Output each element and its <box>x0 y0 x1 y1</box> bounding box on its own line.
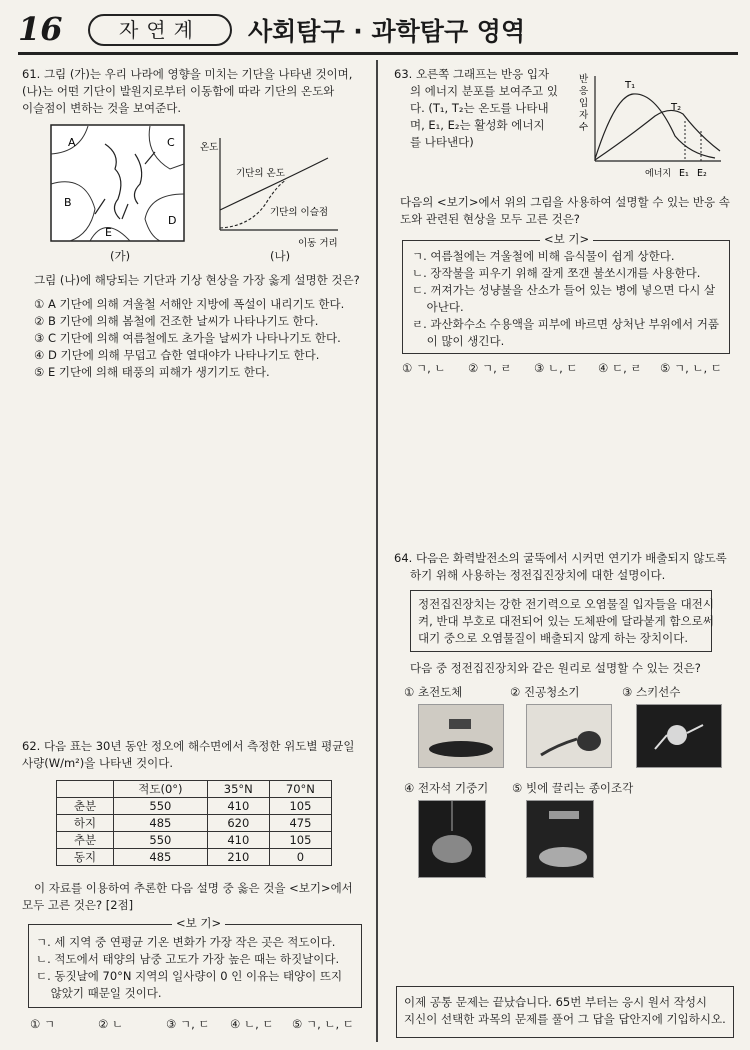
table-row <box>57 849 332 866</box>
q63-line-3: 다. (T₁, T₂는 온도를 나타내 <box>410 101 549 115</box>
footer-line-2: 지신이 선택한 과목의 문제를 풀어 그 답을 답안지에 기입하시오. <box>404 1012 726 1026</box>
airmass-temperature-graph <box>198 130 348 250</box>
table-row <box>57 798 332 815</box>
comb-paper-photo <box>526 800 594 878</box>
table-cell: 485 <box>114 815 208 832</box>
q63-choice-3[interactable]: ③ ㄴ, ㄷ <box>534 361 578 375</box>
ylabel-char: 반 <box>579 74 589 85</box>
table-cell: 동지 <box>57 849 114 866</box>
table-cell: 410 <box>207 832 269 849</box>
q61-choice-4[interactable]: ④ D 기단에 의해 무덥고 습한 열대야가 나타나기도 한다. <box>34 348 320 362</box>
q62-bogi-1: ㄱ. 세 지역 중 연평균 기온 변화가 가장 작은 곳은 적도이다. <box>36 935 336 949</box>
table-cell: 550 <box>114 832 208 849</box>
q63-bogi-3: ㄷ. 꺼져가는 성냥불을 산소가 들어 있는 병에 넣으면 다시 살 <box>412 283 716 297</box>
q62-bogi-2: ㄴ. 적도에서 태양의 남중 고도가 가장 높은 때는 하짓날이다. <box>36 952 340 966</box>
q63-choice-4[interactable]: ④ ㄷ, ㄹ <box>598 361 642 375</box>
q64-choice-1[interactable]: ① 초전도체 <box>404 685 463 699</box>
q63-line-5: 를 나타낸다) <box>410 135 474 149</box>
ylabel-char: 자 <box>579 110 589 121</box>
curve-dewpoint-label: 기단의 이슬점 <box>270 207 329 218</box>
graph-ylabel: 온도 <box>200 142 219 153</box>
q61-line-3: 이슬점이 변하는 것을 보여준다. <box>22 101 182 115</box>
table-header: 70°N <box>269 781 331 798</box>
q63-bogi-5: ㄹ. 과산화수소 수용액을 피부에 바르면 상처난 부위에서 거품 <box>412 317 719 331</box>
q62-choice-5[interactable]: ⑤ ㄱ, ㄴ, ㄷ <box>292 1017 354 1031</box>
table-cell: 0 <box>269 849 331 866</box>
q61-choice-2[interactable]: ② B 기단에 의해 봄철에 건조한 날씨가 나타나기도 한다. <box>34 314 319 328</box>
header-rule <box>18 52 738 55</box>
table-cell: 105 <box>269 798 331 815</box>
table-cell: 620 <box>207 815 269 832</box>
xlabel: 에너지 <box>645 169 672 179</box>
q63-question-2: 도와 관련된 현상을 모두 고른 것은? <box>400 212 580 226</box>
q63-bogi-title: <보 기> <box>540 231 593 247</box>
q64-line-1: 64. 다음은 화력발전소의 굴뚝에서 시커먼 연기가 배출되지 않도록 <box>394 551 727 565</box>
q64-choice-5[interactable]: ⑤ 빗에 끌리는 종이조각 <box>512 781 634 795</box>
curve-temperature-label: 기단의 온도 <box>236 168 285 179</box>
q63-bogi-2: ㄴ. 장작불을 피우기 위해 잘게 쪼갠 불쏘시개를 사용한다. <box>412 266 701 280</box>
map-label-b: B <box>64 196 72 209</box>
ylabel-char: 수 <box>579 122 589 133</box>
q64-box-line-2: 켜, 반대 부호로 대전되어 있는 도체판에 달라붙게 함으로써 <box>418 614 714 628</box>
table-cell: 550 <box>114 798 208 815</box>
table-cell: 485 <box>114 849 208 866</box>
airmass-map <box>50 124 185 242</box>
electromagnet-crane-photo <box>418 800 486 878</box>
map-label-e: E <box>105 226 112 239</box>
map-label-d: D <box>168 214 177 227</box>
table-cell: 105 <box>269 832 331 849</box>
q63-line-4: 며, E₁, E₂는 활성화 에너지 <box>410 118 545 132</box>
q62-choice-2[interactable]: ② ㄴ <box>98 1017 124 1031</box>
q62-choice-4[interactable]: ④ ㄴ, ㄷ <box>230 1017 274 1031</box>
q64-question: 다음 중 정전집진장치와 같은 원리로 설명할 수 있는 것은? <box>410 661 701 675</box>
page-title: 사회탐구 · 과학탐구 영역 <box>248 17 526 46</box>
table-header-row <box>57 781 332 798</box>
table-cell: 210 <box>207 849 269 866</box>
q62-choice-1[interactable]: ① ㄱ <box>30 1017 56 1031</box>
ylabel-char: 응 <box>579 86 589 97</box>
table-header: 적도(0°) <box>114 781 208 798</box>
q62-question-2: 모두 고른 것은? [2점] <box>22 898 134 912</box>
table-cell: 410 <box>207 798 269 815</box>
q62-line-2: 사량(W/m²)을 나타낸 것이다. <box>22 756 173 770</box>
skier-photo <box>636 704 722 768</box>
table-cell: 하지 <box>57 815 114 832</box>
q62-bogi-4: 않았기 때문일 것이다. <box>36 986 162 1000</box>
e1-label: E₁ <box>679 168 689 179</box>
vacuum-cleaner-photo <box>526 704 612 768</box>
q61-choice-3[interactable]: ③ C 기단에 의해 여름철에도 초가을 날씨가 나타나기도 한다. <box>34 331 341 345</box>
q63-question-1: 다음의 <보기>에서 위의 그림을 사용하여 설명할 수 있는 반응 속 <box>400 195 730 209</box>
q62-question-1: 이 자료를 이용하여 추론한 다음 설명 중 옳은 것을 <보기>에서 <box>34 881 353 895</box>
q63-line-1: 63. 오른쪽 그래프는 반응 입자 <box>394 67 550 81</box>
q64-choice-2[interactable]: ② 진공청소기 <box>510 685 580 699</box>
map-label-c: C <box>167 136 175 149</box>
footer-line-1: 이제 공통 문제는 끝났습니다. 65번 부터는 응시 원서 작성시 <box>404 995 708 1009</box>
page-header <box>18 10 738 50</box>
q63-choice-1[interactable]: ① ㄱ, ㄴ <box>402 361 446 375</box>
q61-choice-1[interactable]: ① A 기단에 의해 겨울철 서해안 지방에 폭설이 내리기도 한다. <box>34 297 345 311</box>
q61-choice-5[interactable]: ⑤ E 기단에 의해 태풍의 피해가 생기기도 한다. <box>34 365 270 379</box>
q61-question: 그림 (나)에 해당되는 기단과 기상 현상을 가장 옳게 설명한 것은? <box>34 273 360 287</box>
q62-choice-3[interactable]: ③ ㄱ, ㄷ <box>166 1017 210 1031</box>
q62-line-1: 62. 다음 표는 30년 동안 정오에 해수면에서 측정한 위도별 평균일 <box>22 739 355 753</box>
q64-box-line-3: 대기 중으로 오염물질이 배출되지 않게 하는 장치이다. <box>418 631 688 645</box>
q61-line-1: 61. 그림 (가)는 우리 나라에 영향을 미치는 기단을 나타낸 것이며, <box>22 67 353 81</box>
q62-bogi-title: <보 기> <box>172 915 225 931</box>
t1-label: T₁ <box>625 80 636 91</box>
q63-bogi-4: 아난다. <box>412 300 464 314</box>
track-badge: 자연계 <box>88 14 232 46</box>
insolation-table <box>56 780 332 866</box>
column-divider <box>376 60 378 1042</box>
q63-bogi-1: ㄱ. 여름철에는 겨울철에 비해 음식물이 쉽게 상한다. <box>412 249 675 263</box>
map-label-a: A <box>68 136 76 149</box>
q63-choice-5[interactable]: ⑤ ㄱ, ㄴ, ㄷ <box>660 361 722 375</box>
q63-bogi-6: 이 많이 생긴다. <box>412 334 505 348</box>
graph-xlabel: 이동 거리 <box>298 238 338 249</box>
table-header: 35°N <box>207 781 269 798</box>
q64-choice-3[interactable]: ③ 스키선수 <box>622 685 681 699</box>
page-number: 16 <box>18 10 63 48</box>
t2-label: T₂ <box>671 102 682 113</box>
q63-choice-2[interactable]: ② ㄱ, ㄹ <box>468 361 512 375</box>
superconductor-photo <box>418 704 504 768</box>
q63-line-2: 의 에너지 분포를 보여주고 있 <box>410 84 558 98</box>
caption-ga: (가) <box>110 249 131 263</box>
energy-distribution-graph <box>575 66 725 186</box>
table-row <box>57 815 332 832</box>
table-header <box>57 781 114 798</box>
table-cell: 춘분 <box>57 798 114 815</box>
q64-choice-4[interactable]: ④ 전자석 기중기 <box>404 781 489 795</box>
q64-box-line-1: 정전집진장치는 강한 전기력으로 오염물질 입자들을 대전시 <box>418 597 714 611</box>
q61-line-2: (나)는 어떤 기단이 발원지로부터 이동함에 따라 기단의 온도와 <box>22 84 335 98</box>
ylabel-char: 입 <box>579 98 589 109</box>
table-cell: 475 <box>269 815 331 832</box>
table-row <box>57 832 332 849</box>
table-cell: 추분 <box>57 832 114 849</box>
q62-bogi-3: ㄷ. 동짓날에 70°N 지역의 일사량이 0 인 이유는 태양이 뜨지 <box>36 969 343 983</box>
q64-line-2: 하기 위해 사용하는 정전집진장치에 대한 설명이다. <box>410 568 666 582</box>
e2-label: E₂ <box>697 168 707 179</box>
caption-na: (나) <box>270 249 291 263</box>
